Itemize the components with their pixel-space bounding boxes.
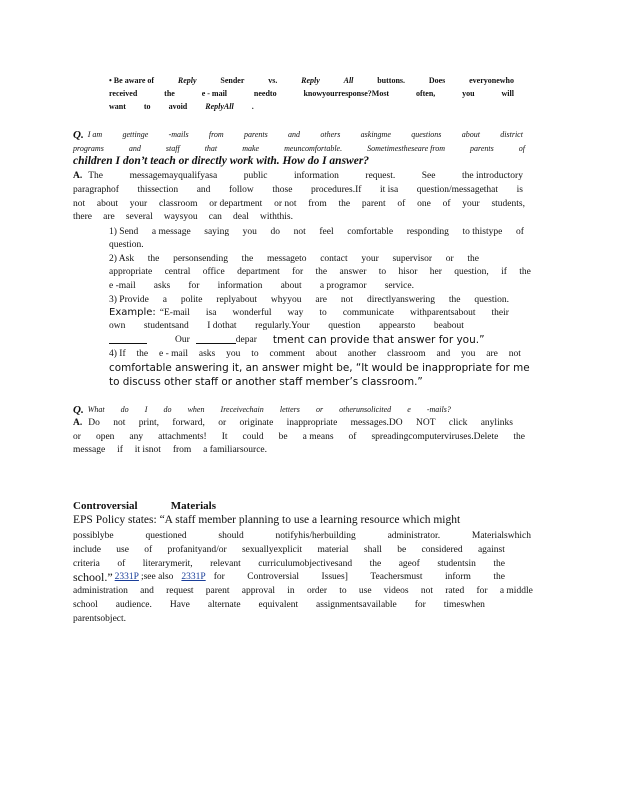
word: ReplyAll bbox=[205, 102, 234, 111]
word: assignmentsavailable bbox=[316, 600, 397, 610]
word: and bbox=[196, 185, 211, 195]
word: considered bbox=[421, 545, 463, 555]
item-4-line-3: to discuss other staff or another staff member’s classroom.” bbox=[109, 376, 423, 388]
word: if bbox=[117, 445, 123, 455]
word: that bbox=[204, 144, 218, 153]
word: for bbox=[188, 281, 200, 291]
word: spreadingcomputerviruses.Delete bbox=[371, 432, 499, 442]
word: do bbox=[120, 405, 129, 414]
item-3-line-3 bbox=[109, 320, 464, 332]
word: asks bbox=[153, 281, 171, 291]
word: own bbox=[109, 321, 126, 331]
item-4-line-2: comfortable answering it, an answer might be, “It would be inappropriate for me bbox=[109, 362, 530, 374]
word: from bbox=[172, 445, 192, 455]
word: parents bbox=[470, 144, 494, 153]
word: wonderful bbox=[232, 308, 272, 318]
word: classroom bbox=[158, 199, 198, 209]
word: Issues] bbox=[321, 572, 348, 582]
word: the bbox=[513, 432, 525, 442]
word: not bbox=[420, 586, 433, 596]
policy-link-2331p-second[interactable]: 2331P bbox=[181, 572, 206, 582]
word: your bbox=[361, 254, 379, 264]
word: a familiarsource. bbox=[203, 445, 267, 455]
word: messages.DO bbox=[350, 418, 403, 428]
word: several bbox=[125, 212, 153, 222]
word: the bbox=[241, 254, 254, 264]
policy-link-2331p[interactable]: 2331P bbox=[114, 572, 139, 582]
word: shall bbox=[363, 545, 382, 555]
word: the bbox=[448, 295, 461, 305]
word: ageof bbox=[398, 559, 420, 569]
word: isa bbox=[205, 308, 217, 318]
word: a message bbox=[151, 227, 191, 237]
word: meuncomfortable. bbox=[284, 144, 343, 153]
word: videos bbox=[383, 586, 409, 596]
word: contact bbox=[320, 254, 348, 264]
word: could bbox=[242, 432, 264, 442]
item-2-line-2 bbox=[109, 266, 531, 278]
word: All bbox=[343, 76, 354, 85]
word: material bbox=[317, 545, 349, 555]
word: others bbox=[320, 130, 341, 139]
word: be bbox=[278, 432, 288, 442]
word: or department bbox=[209, 199, 263, 209]
word: studentsand bbox=[143, 321, 189, 331]
answer-1-line-2 bbox=[73, 184, 523, 196]
section-heading bbox=[73, 500, 216, 512]
word: received bbox=[109, 89, 138, 98]
word: follow bbox=[228, 185, 254, 195]
word: not bbox=[340, 295, 354, 305]
word: appearsto bbox=[378, 321, 416, 331]
item-3-line-1 bbox=[109, 294, 509, 306]
word: originate bbox=[239, 418, 274, 428]
word: messagemayqualifyasa bbox=[129, 171, 218, 181]
word: to bbox=[251, 349, 259, 359]
item-3-line-2: Example: “E-mail isa wonderful way to communicate withparentsabout their bbox=[109, 307, 509, 318]
policy-line-7: parentsobject. bbox=[73, 614, 127, 624]
word: whyyou bbox=[270, 295, 302, 305]
word: Controversial bbox=[247, 572, 299, 582]
word: e -mail bbox=[109, 281, 136, 291]
word: or not bbox=[274, 199, 297, 209]
word: paragraphof bbox=[73, 185, 119, 195]
word: anylinks bbox=[480, 418, 513, 428]
word: parent bbox=[361, 199, 386, 209]
word: supervisor bbox=[392, 254, 433, 264]
word: • Be aware of bbox=[109, 76, 155, 85]
word: in bbox=[287, 586, 295, 596]
word: the bbox=[493, 559, 505, 569]
answer-1-line-4 bbox=[73, 211, 293, 223]
word: Teachersmust bbox=[370, 572, 423, 582]
word: and bbox=[140, 586, 154, 596]
word: request bbox=[166, 586, 194, 596]
word: programs bbox=[73, 144, 104, 153]
word: request. bbox=[365, 171, 396, 181]
word: her bbox=[429, 267, 442, 277]
word: of bbox=[442, 199, 451, 209]
word: Sender bbox=[220, 76, 245, 85]
word: you bbox=[462, 89, 475, 98]
word: central bbox=[164, 267, 191, 277]
word: relevant bbox=[210, 559, 241, 569]
policy-line-2 bbox=[73, 544, 505, 556]
word: about bbox=[96, 199, 119, 209]
word: to bbox=[143, 102, 151, 111]
word: department bbox=[237, 267, 280, 277]
word: and bbox=[288, 130, 301, 139]
word: district bbox=[500, 130, 523, 139]
word: buttons. bbox=[377, 76, 406, 85]
word: vs. bbox=[268, 76, 278, 85]
word: gettinge bbox=[122, 130, 149, 139]
word: school bbox=[73, 600, 98, 610]
word: of bbox=[144, 545, 153, 555]
word: want bbox=[109, 102, 126, 111]
word: Does bbox=[428, 76, 446, 85]
word: appropriate bbox=[109, 267, 153, 277]
word: your bbox=[129, 199, 148, 209]
word: See bbox=[421, 171, 436, 181]
word: not bbox=[508, 349, 521, 359]
word: service. bbox=[384, 281, 414, 291]
word: questions bbox=[411, 130, 442, 139]
word: sexuallyexplicit bbox=[241, 545, 303, 555]
item-3-line-4: Our depar tment can provide that answer for you.” bbox=[109, 334, 485, 346]
word: attachments! bbox=[158, 432, 207, 442]
word: feel bbox=[319, 227, 334, 237]
word: thissection bbox=[137, 185, 179, 195]
word: for bbox=[414, 600, 426, 610]
word: replyabout bbox=[216, 295, 258, 305]
item-2-line-1 bbox=[109, 253, 479, 265]
word: 4) If bbox=[109, 349, 126, 359]
word: or bbox=[315, 405, 324, 414]
word: way bbox=[287, 308, 304, 318]
word: directlyanswering bbox=[366, 295, 436, 305]
word: your bbox=[462, 199, 480, 209]
word: Do bbox=[88, 418, 100, 428]
word: beabout bbox=[433, 321, 464, 331]
word: personsending bbox=[173, 254, 228, 264]
answer-1-line-1 bbox=[73, 170, 523, 182]
word: inappropriate bbox=[286, 418, 338, 428]
word: staff bbox=[165, 144, 180, 153]
word: responding bbox=[406, 227, 449, 237]
word: Reply bbox=[301, 76, 320, 85]
word: about bbox=[315, 349, 337, 359]
word: do bbox=[163, 405, 172, 414]
policy-line-4: school.” 2331P ;see also 2331P for Controversial Issues] Teachersmust inform the bbox=[73, 570, 505, 584]
word: question/messagethat bbox=[416, 185, 499, 195]
answer-1-line-3 bbox=[73, 198, 525, 210]
word: knowyourresponse?Most bbox=[303, 89, 390, 98]
word: another bbox=[347, 349, 377, 359]
word: criteria bbox=[73, 559, 100, 569]
word: askingme bbox=[360, 130, 391, 139]
word: are bbox=[315, 295, 328, 305]
bullet-line-3 bbox=[109, 101, 359, 113]
word: a programor bbox=[319, 281, 367, 291]
word: Reply bbox=[177, 76, 197, 85]
word: 1) Send bbox=[109, 227, 139, 237]
word: question. bbox=[474, 295, 509, 305]
word: be bbox=[397, 545, 407, 555]
word: -mails bbox=[168, 130, 189, 139]
word: comfortable bbox=[347, 227, 394, 237]
bullet-line-1 bbox=[109, 75, 514, 87]
word: a middle bbox=[499, 586, 533, 596]
policy-line-1 bbox=[73, 530, 531, 542]
word: for bbox=[292, 267, 304, 277]
word: questioned bbox=[145, 531, 187, 541]
word: the bbox=[315, 267, 328, 277]
word: about bbox=[461, 130, 480, 139]
word: What bbox=[87, 405, 105, 414]
word: “E-mail bbox=[159, 308, 190, 318]
word: information bbox=[294, 171, 339, 181]
word: order bbox=[306, 586, 327, 596]
answer-2-line-1: A. Do not print, forward, or originate inappropriate messages.DO NOT click anylinks bbox=[73, 418, 513, 428]
word: should bbox=[218, 531, 244, 541]
policy-line-3 bbox=[73, 558, 505, 570]
word: the bbox=[164, 89, 175, 98]
word: question, bbox=[454, 267, 489, 277]
word: forward, bbox=[172, 418, 205, 428]
word: or bbox=[73, 432, 81, 442]
word: I dothat bbox=[207, 321, 237, 331]
word: the bbox=[467, 254, 479, 264]
word: 3) Provide bbox=[109, 295, 149, 305]
word: from bbox=[308, 199, 327, 209]
word: for bbox=[213, 572, 225, 582]
word: letters bbox=[279, 405, 300, 414]
word: open bbox=[95, 432, 115, 442]
word: administrator. bbox=[387, 531, 441, 541]
word: regularly.Your bbox=[255, 321, 310, 331]
word: information bbox=[217, 281, 263, 291]
word: Materials bbox=[170, 500, 216, 512]
word: use bbox=[358, 586, 372, 596]
word: a bbox=[162, 295, 167, 305]
word: the bbox=[519, 267, 531, 277]
word: there bbox=[73, 212, 92, 222]
word: if bbox=[501, 267, 507, 277]
word: curriculumobjectivesand bbox=[258, 559, 353, 569]
word: The bbox=[88, 171, 104, 181]
word: any bbox=[129, 432, 144, 442]
word: public bbox=[243, 171, 268, 181]
word: you bbox=[242, 227, 257, 237]
word: click bbox=[448, 418, 468, 428]
word: equivalent bbox=[258, 600, 299, 610]
policy-line: EPS Policy states: “A staff member planning to use a learning resource which might bbox=[73, 514, 461, 526]
word: possiblybe bbox=[73, 531, 114, 541]
word: everyonewho bbox=[469, 76, 514, 85]
word: profanityand/or bbox=[167, 545, 227, 555]
word: when bbox=[187, 405, 205, 414]
word: are bbox=[486, 349, 498, 359]
word: to thistype bbox=[462, 227, 503, 237]
word: or bbox=[218, 418, 227, 428]
word: of bbox=[348, 432, 357, 442]
word: parent bbox=[205, 586, 230, 596]
word: the bbox=[147, 254, 160, 264]
word: literarymerit, bbox=[142, 559, 193, 569]
word: you bbox=[226, 349, 241, 359]
item-4-line-1 bbox=[109, 348, 521, 360]
word: and bbox=[436, 349, 451, 359]
word: Have bbox=[169, 600, 190, 610]
word: include bbox=[73, 545, 101, 555]
word: one bbox=[417, 199, 431, 209]
word: to bbox=[319, 308, 327, 318]
word: is bbox=[516, 185, 523, 195]
word: print, bbox=[138, 418, 160, 428]
word: waysyou bbox=[163, 212, 198, 222]
word: inform bbox=[444, 572, 471, 582]
word: communicate bbox=[342, 308, 395, 318]
word: make bbox=[242, 144, 260, 153]
word: Sometimestheseare from bbox=[367, 144, 445, 153]
item-1-line-2: question. bbox=[109, 240, 144, 250]
answer-2-line-3 bbox=[73, 444, 267, 456]
word: . bbox=[251, 102, 254, 111]
policy-line-5 bbox=[73, 585, 533, 597]
word: often, bbox=[415, 89, 436, 98]
word: their bbox=[491, 308, 509, 318]
word: studentsin bbox=[437, 559, 476, 569]
word: administration bbox=[73, 586, 128, 596]
word: students, bbox=[491, 199, 525, 209]
word: of bbox=[515, 227, 524, 237]
word: to bbox=[378, 267, 387, 277]
word: e - mail bbox=[201, 89, 228, 98]
word: question bbox=[328, 321, 361, 331]
word: of bbox=[397, 199, 406, 209]
word: NOT bbox=[416, 418, 436, 428]
word: it isnot bbox=[134, 445, 161, 455]
word: parents bbox=[244, 130, 268, 139]
word: alternate bbox=[207, 600, 241, 610]
word: it isa bbox=[379, 185, 399, 195]
item-1-line-1 bbox=[109, 226, 524, 238]
word: -mails? bbox=[426, 405, 451, 414]
word: not bbox=[293, 227, 306, 237]
word: avoid bbox=[168, 102, 188, 111]
word: messageto bbox=[266, 254, 307, 264]
word: will bbox=[501, 89, 514, 98]
question-2-line-1: Q. What do I do when Ireceivechain letters or otherunsolicited e -mails? bbox=[73, 404, 451, 416]
blank-underline bbox=[109, 334, 147, 344]
answer-label: A. bbox=[73, 171, 83, 181]
word: the bbox=[338, 199, 351, 209]
word: asks bbox=[198, 349, 216, 359]
blank-underline bbox=[196, 334, 236, 344]
question-1-line-3: children I don’t teach or directly work with. How do I answer? bbox=[73, 155, 370, 167]
word: deal bbox=[233, 212, 249, 222]
word: Materialswhich bbox=[471, 531, 531, 541]
policy-line-6 bbox=[73, 599, 485, 611]
word: you bbox=[461, 349, 476, 359]
word: e bbox=[407, 405, 411, 414]
word: against bbox=[477, 545, 505, 555]
word: 2) Ask bbox=[109, 254, 135, 264]
word: of bbox=[518, 144, 525, 153]
word: notifyhis/herbuilding bbox=[275, 531, 356, 541]
word: It bbox=[221, 432, 228, 442]
question-1-line-1 bbox=[73, 129, 523, 141]
word: can bbox=[208, 212, 222, 222]
answer-2-line-2 bbox=[73, 431, 525, 443]
word: e - mail bbox=[158, 349, 188, 359]
word: for bbox=[476, 586, 488, 596]
word: about bbox=[280, 281, 302, 291]
word: are bbox=[103, 212, 115, 222]
word: otherunsolicited bbox=[339, 405, 392, 414]
word: answer bbox=[339, 267, 367, 277]
question-1-line-2 bbox=[73, 143, 525, 155]
word: the bbox=[369, 559, 382, 569]
word: not bbox=[113, 418, 126, 428]
word: Ireceivechain bbox=[220, 405, 264, 414]
word: procedures.If bbox=[311, 185, 362, 195]
word: do bbox=[270, 227, 281, 237]
word: from bbox=[208, 130, 224, 139]
word: message bbox=[73, 445, 106, 455]
item-2-line-3 bbox=[109, 280, 414, 292]
word: the bbox=[493, 572, 505, 582]
bullet-line-2 bbox=[109, 88, 514, 100]
word: office bbox=[202, 267, 225, 277]
word: I am bbox=[87, 130, 103, 139]
word: the bbox=[136, 349, 149, 359]
word: comment bbox=[269, 349, 305, 359]
word: Controversial bbox=[73, 500, 138, 512]
word: withparentsabout bbox=[410, 308, 476, 318]
word: timeswhen bbox=[443, 600, 485, 610]
question-label: Q. bbox=[73, 129, 84, 141]
word: needto bbox=[253, 89, 277, 98]
word: to bbox=[339, 586, 347, 596]
word: polite bbox=[180, 295, 203, 305]
word: audience. bbox=[115, 600, 152, 610]
word: or bbox=[445, 254, 454, 264]
word: the introductory bbox=[462, 171, 523, 181]
word: hisor bbox=[398, 267, 418, 277]
word: and bbox=[128, 144, 141, 153]
word: of bbox=[117, 559, 126, 569]
word: not bbox=[73, 199, 86, 209]
word: classroom bbox=[387, 349, 426, 359]
word: those bbox=[272, 185, 293, 195]
word: withthis. bbox=[259, 212, 293, 222]
word: I bbox=[144, 405, 148, 414]
word: a means bbox=[302, 432, 334, 442]
word: approval bbox=[241, 586, 276, 596]
word: rated bbox=[445, 586, 465, 596]
word: saying bbox=[204, 227, 230, 237]
word: use bbox=[116, 545, 129, 555]
